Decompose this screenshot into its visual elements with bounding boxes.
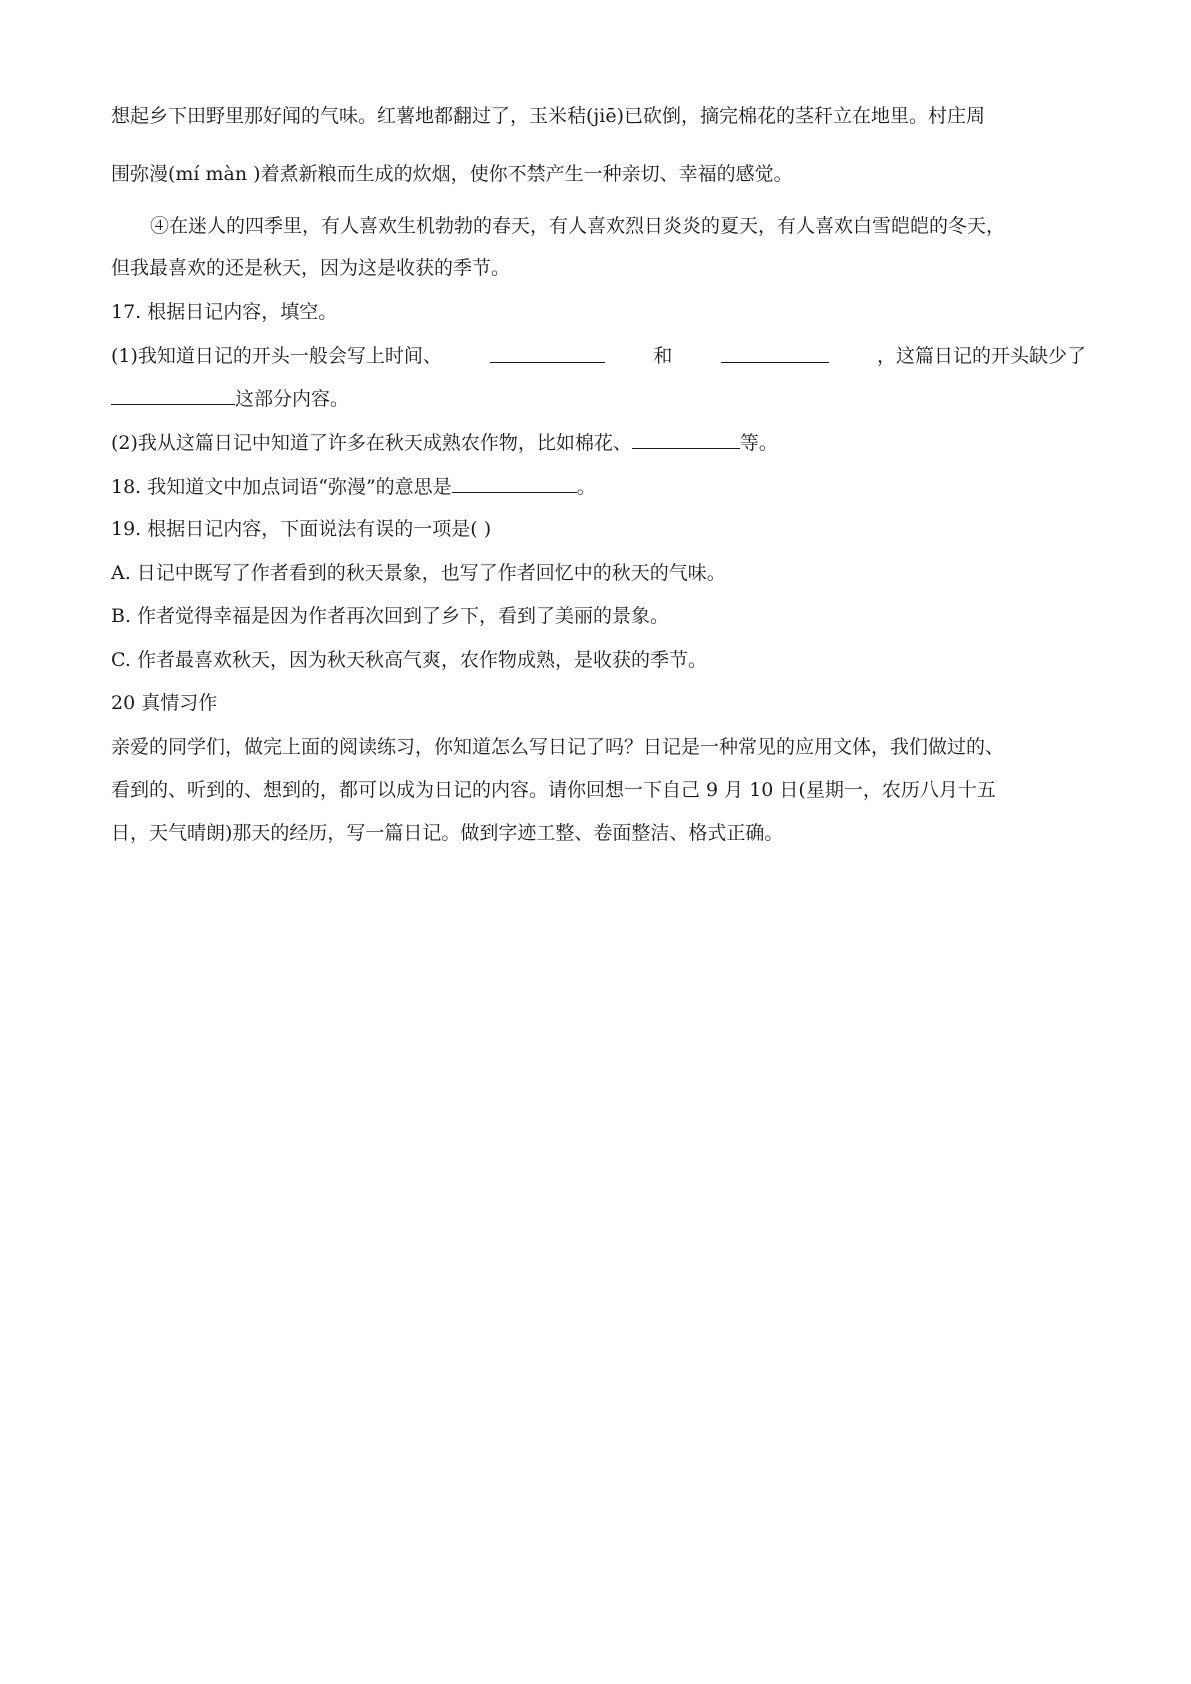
q19-option-a: A. 日记中既写了作者看到的秋天景象，也写了作者回忆中的秋天的气味。 bbox=[111, 562, 726, 584]
q18-line bbox=[111, 474, 596, 499]
q17-part2-line bbox=[111, 430, 778, 455]
q19-stem: 19. 根据日记内容，下面说法有误的一项是( ) bbox=[111, 518, 492, 540]
q17-part1-line bbox=[111, 344, 1086, 368]
passage-p3-line1: 想起乡下田野里那好闻的气味。红薯地都翻过了，玉米秸(jiē)已砍倒，摘完棉花的茎秆立在地里。村庄周 bbox=[111, 105, 986, 127]
q17-part2-text-a: (2)我从这篇日记中知道了许多在秋天成熟农作物，比如棉花、 bbox=[111, 432, 632, 454]
q18-text-a: 18. 我知道文中加点词语“弥漫”的意思是 bbox=[111, 476, 452, 498]
q17-part1-text-b: 和 bbox=[653, 345, 673, 367]
q18-text-b: 。 bbox=[576, 476, 596, 498]
q20-title: 20 真情习作 bbox=[111, 692, 218, 714]
q18-blank[interactable] bbox=[452, 474, 577, 493]
q19-option-c: C. 作者最喜欢秋天，因为秋天秋高气爽，农作物成熟，是收获的季节。 bbox=[111, 649, 707, 671]
q17-part1-text-c: ，这篇日记的开头缺少了 bbox=[876, 345, 1086, 367]
q20-line2: 看到的、听到的、想到的，都可以成为日记的内容。请你回想一下自己 9 月 10 日(星期一，农历八月十五 bbox=[111, 779, 996, 801]
q17-blank-1[interactable] bbox=[490, 344, 605, 363]
q17-part1-text-a: (1)我知道日记的开头一般会写上时间、 bbox=[111, 345, 442, 367]
passage-p4-line2: 但我最喜欢的还是秋天，因为这是收获的季节。 bbox=[111, 257, 511, 279]
q17-blank-4[interactable] bbox=[632, 430, 740, 449]
q20-line1: 亲爱的同学们，做完上面的阅读练习，你知道怎么写日记了吗？日记是一种常见的应用文体，我们做过的、 bbox=[111, 736, 1005, 758]
q17-blank-2[interactable] bbox=[721, 344, 829, 363]
q17-stem: 17. 根据日记内容，填空。 bbox=[111, 301, 338, 323]
q17-blank-3[interactable] bbox=[111, 386, 235, 405]
q17-part2-text-b: 等。 bbox=[739, 432, 778, 454]
q17-part1-text-d: 这部分内容。 bbox=[235, 388, 350, 410]
q19-option-b: B. 作者觉得幸福是因为作者再次回到了乡下，看到了美丽的景象。 bbox=[111, 605, 670, 627]
passage-p3-line2: 围弥漫(mí màn )着煮新粮而生成的炊烟，使你不禁产生一种亲切、幸福的感觉。 bbox=[111, 163, 793, 185]
q17-part1-line2 bbox=[111, 386, 349, 411]
q20-line3: 日，天气晴朗)那天的经历，写一篇日记。做到字迹工整、卷面整洁、格式正确。 bbox=[111, 822, 784, 844]
passage-p4-line1: ④在迷人的四季里，有人喜欢生机勃勃的春天，有人喜欢烈日炎炎的夏天，有人喜欢白雪皑皑的冬天， bbox=[150, 215, 1006, 237]
